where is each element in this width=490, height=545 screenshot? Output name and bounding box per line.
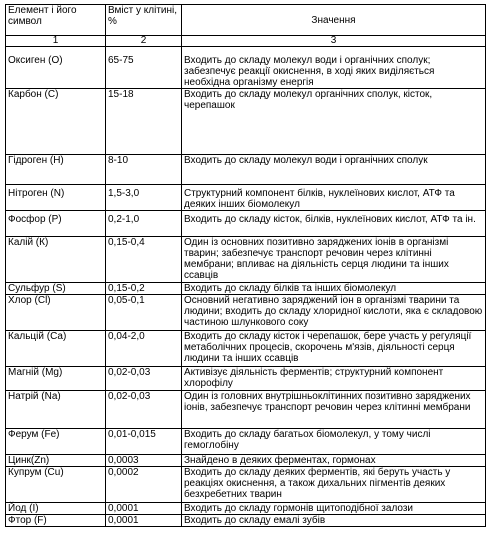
content-cell: 0,2-1,0 xyxy=(106,211,182,237)
element-cell: Калій (К) xyxy=(6,237,106,283)
column-number-1: 1 xyxy=(6,36,106,47)
header-meaning: Значення xyxy=(182,5,486,36)
header-content: Вміст у клітині, % xyxy=(106,5,182,36)
table-row xyxy=(6,295,486,331)
content-cell: 0,02-0,03 xyxy=(106,367,182,391)
content-cell: 0,15-0,4 xyxy=(106,237,182,283)
meaning-cell: Входить до складу кісток і черепашок, бере участь у регуляції метаболічних процесів, скорочень м'язів, діяльності серця людини та інших ссавців xyxy=(182,331,486,367)
meaning-cell: Один із основних позитивно заряджених іонів в організмі тварин; забезпечує транспорт речовин через клітинні мембрани; впливає на діяльність серця людини та інших ссавців xyxy=(182,237,486,283)
element-cell: Кальцій (Са) xyxy=(6,331,106,367)
element-cell: Магній (Mg) xyxy=(6,367,106,391)
content-cell: 15-18 xyxy=(106,89,182,155)
meaning-cell: Входить до складу молекул органічних сполук, кісток, черепашок xyxy=(182,89,486,155)
element-cell: Купрум (Cu) xyxy=(6,467,106,503)
meaning-cell: Структурний компонент білків, нуклеїнових кислот, АТФ та деяких інших біомолекул xyxy=(182,185,486,211)
column-number-2: 2 xyxy=(106,36,182,47)
meaning-cell: Входить до складу емалі зубів xyxy=(182,515,486,527)
meaning-cell: Активізує діяльність ферментів; структурний компонент хлорофілу xyxy=(182,367,486,391)
element-cell: Карбон (С) xyxy=(6,89,106,155)
element-cell: Фосфор (Р) xyxy=(6,211,106,237)
element-cell: Натрій (Na) xyxy=(6,391,106,429)
header-element: Елемент і його символ xyxy=(6,5,106,36)
table-row xyxy=(6,515,486,527)
meaning-cell: Один із головних внутрішньоклітинних позитивно заряджених іонів, забезпечує транспорт речовин через клітинні мембрани xyxy=(182,391,486,429)
table-row xyxy=(6,331,486,367)
header-row xyxy=(6,5,486,36)
element-cell: Йод (І) xyxy=(6,503,106,515)
table-row xyxy=(6,367,486,391)
table-row xyxy=(6,155,486,185)
content-cell: 1,5-3,0 xyxy=(106,185,182,211)
meaning-cell: Входить до складу деяких ферментів, які беруть участь у реакціях окиснення, а також дихальних пігментів деяких безхребетних тварин xyxy=(182,467,486,503)
element-cell: Хлор (Cl) xyxy=(6,295,106,331)
meaning-cell: Входить до складу молекул води і органічних сполук; забезпечує реакції окиснення, в ході яких виділяється необхідна організму енергія xyxy=(182,47,486,89)
content-cell: 0,0002 xyxy=(106,467,182,503)
table-row xyxy=(6,237,486,283)
table-row xyxy=(6,391,486,429)
content-cell: 0,0003 xyxy=(106,455,182,467)
table-row xyxy=(6,89,486,155)
content-cell: 0,01-0,015 xyxy=(106,429,182,455)
element-cell: Гідроген (Н) xyxy=(6,155,106,185)
content-cell: 0,02-0,03 xyxy=(106,391,182,429)
table-row xyxy=(6,455,486,467)
content-cell: 0,05-0,1 xyxy=(106,295,182,331)
table-row xyxy=(6,429,486,455)
content-cell: 0,15-0,2 xyxy=(106,283,182,295)
table-row xyxy=(6,211,486,237)
element-cell: Нітроген (N) xyxy=(6,185,106,211)
meaning-cell: Знайдено в деяких ферментах, гормонах xyxy=(182,455,486,467)
element-cell: Оксиген (O) xyxy=(6,47,106,89)
content-cell: 0,0001 xyxy=(106,515,182,527)
elements-table xyxy=(5,4,486,527)
content-cell: 0,0001 xyxy=(106,503,182,515)
meaning-cell: Основний негативно заряджений іон в організмі тварини та людини; входить до складу хлоридної кислоти, яка є складовою частиною шлункового соку xyxy=(182,295,486,331)
element-cell: Сульфур (S) xyxy=(6,283,106,295)
column-number-3: 3 xyxy=(182,36,486,47)
table-row xyxy=(6,283,486,295)
element-cell: Ферум (Fe) xyxy=(6,429,106,455)
meaning-cell: Входить до складу багатьох біомолекул, у тому числі гемоглобіну xyxy=(182,429,486,455)
element-cell: Цинк(Zn) xyxy=(6,455,106,467)
meaning-cell: Входить до складу молекул води і органічних сполук xyxy=(182,155,486,185)
table-row xyxy=(6,185,486,211)
meaning-cell: Входить до складу гормонів щитоподібної залози xyxy=(182,503,486,515)
content-cell: 0,04-2,0 xyxy=(106,331,182,367)
meaning-cell: Входить до складу білків та інших біомолекул xyxy=(182,283,486,295)
element-cell: Фтор (F) xyxy=(6,515,106,527)
table-row xyxy=(6,467,486,503)
meaning-cell: Входить до складу кісток, білків, нуклеїнових кислот, АТФ та ін. xyxy=(182,211,486,237)
column-number-row xyxy=(6,36,486,47)
content-cell: 8-10 xyxy=(106,155,182,185)
table-row xyxy=(6,503,486,515)
table-row xyxy=(6,47,486,89)
content-cell: 65-75 xyxy=(106,47,182,89)
